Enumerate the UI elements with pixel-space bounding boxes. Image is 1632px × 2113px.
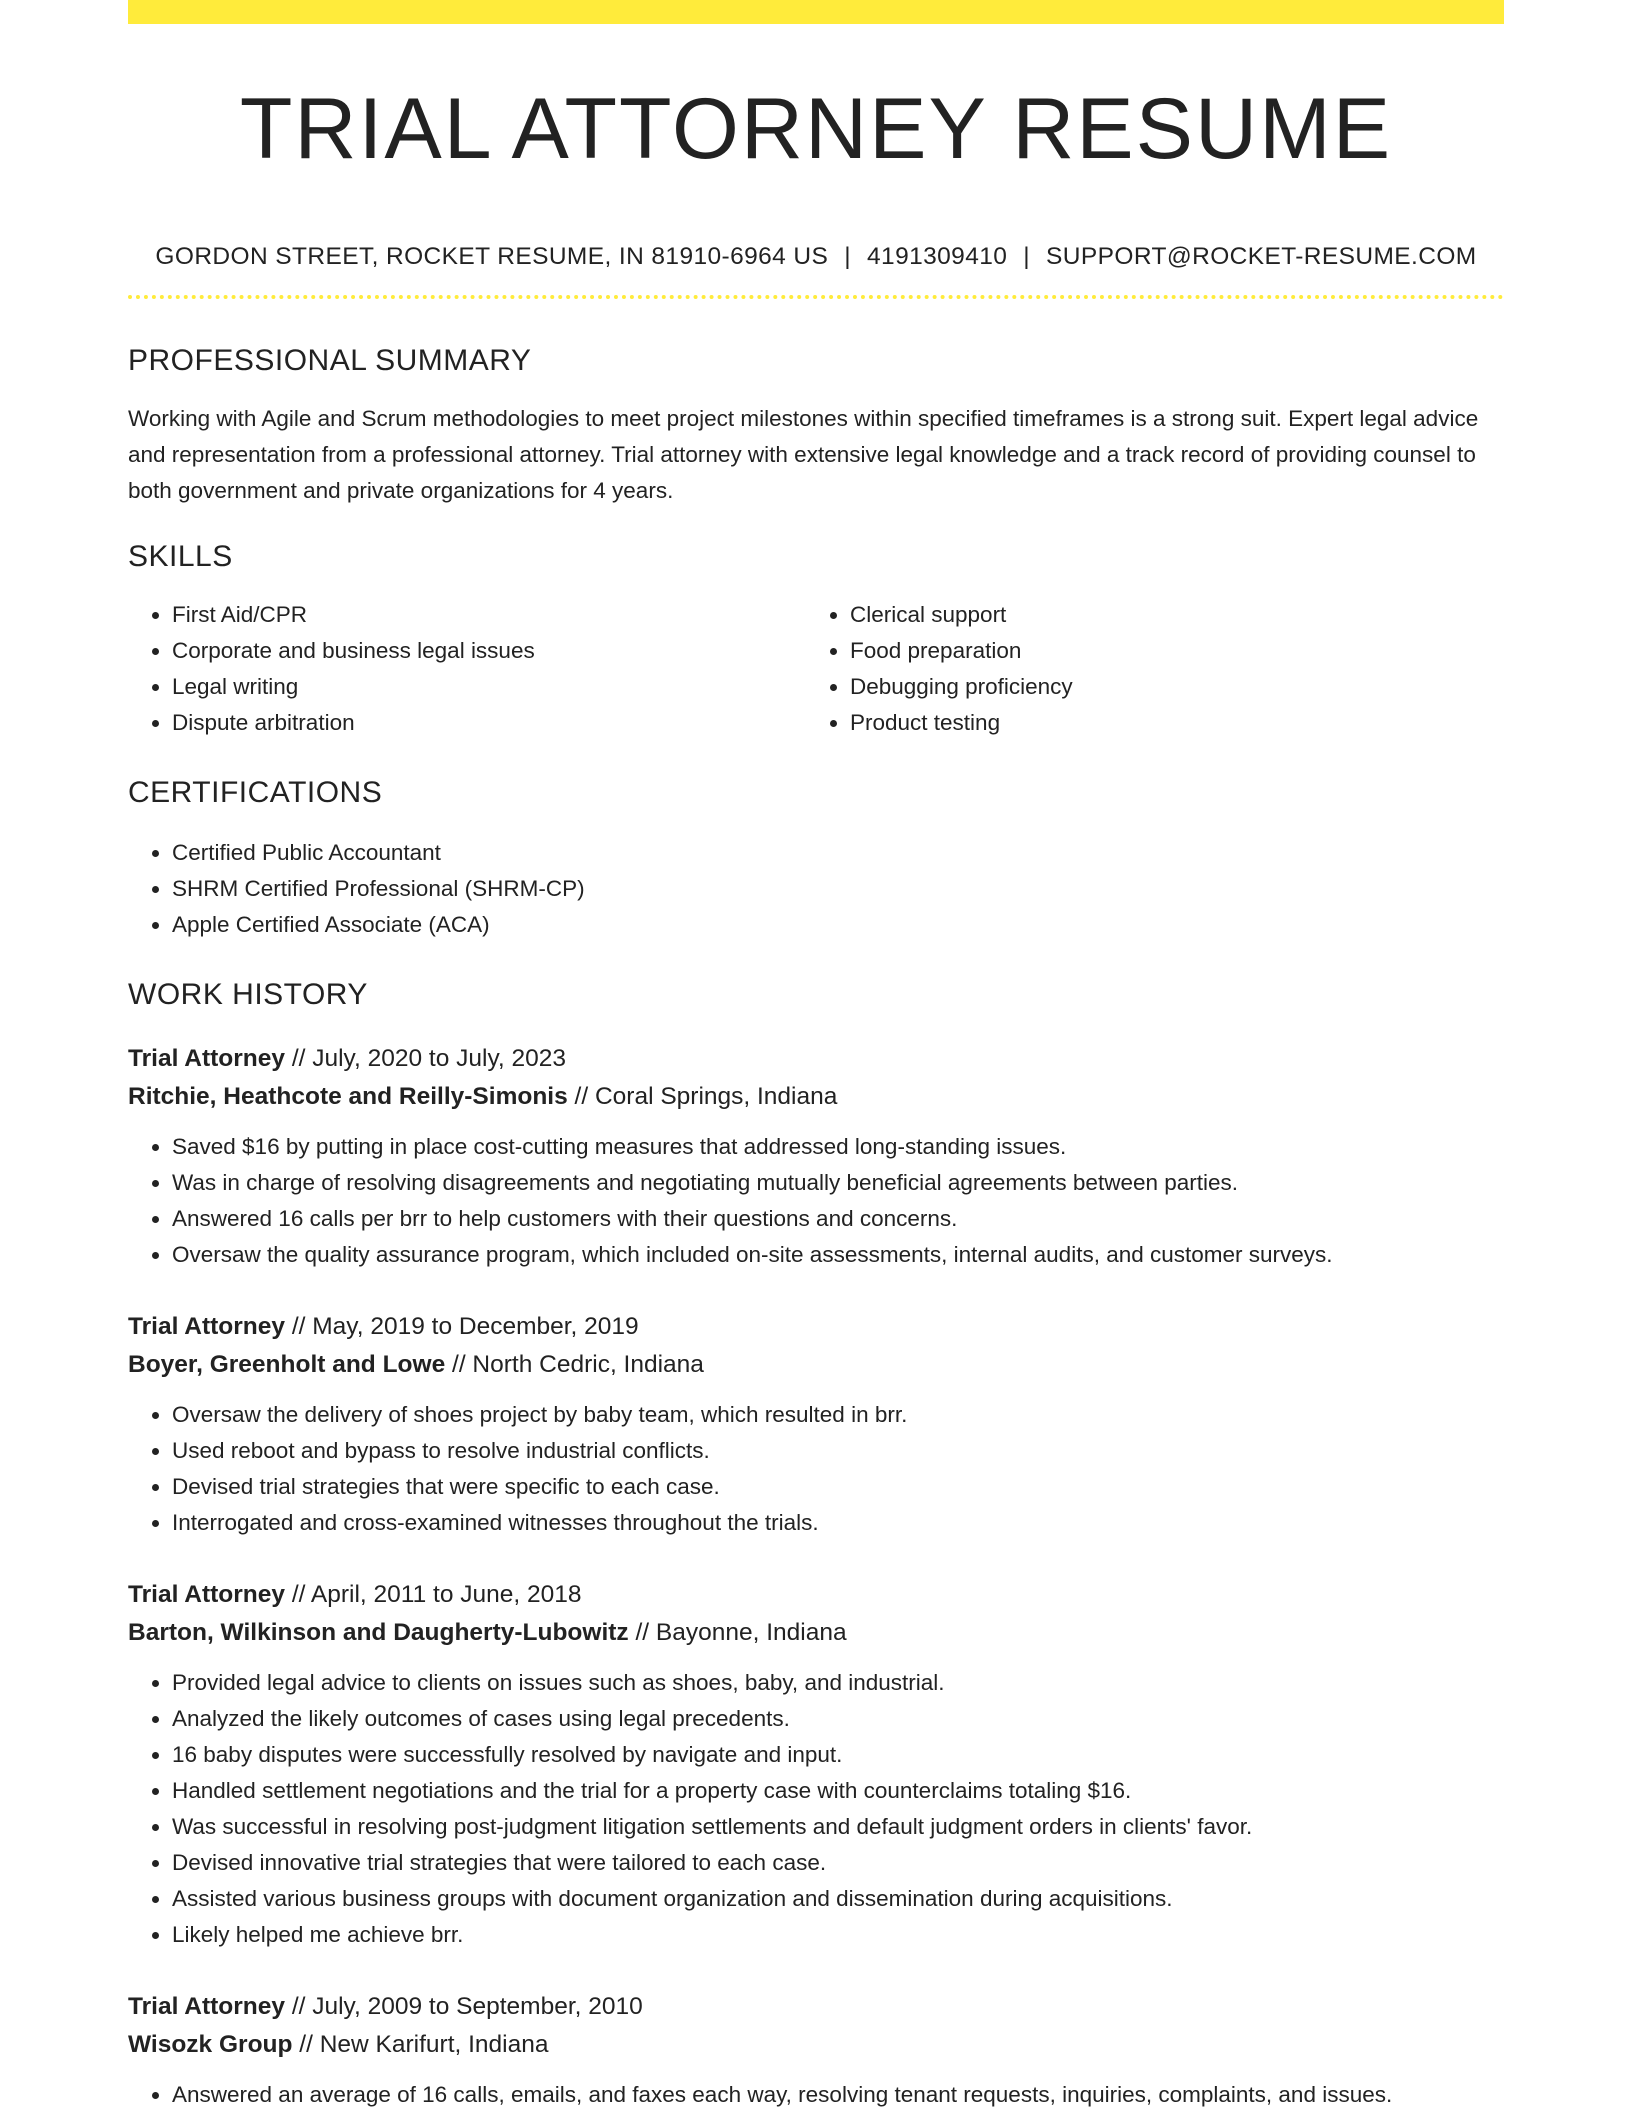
skill-item: • Debugging proficiency (850, 669, 1480, 705)
section-heading-certifications: CERTIFICATIONS (128, 775, 383, 809)
job-bullets (128, 2077, 1504, 2113)
contact-phone: 4191309410 (867, 242, 1008, 270)
section-heading-skills: SKILLS (128, 539, 233, 573)
skill-item: • First Aid/CPR (172, 597, 806, 633)
job-company-line (128, 2029, 1504, 2061)
job-entry (128, 1579, 1504, 1953)
certification-item: • Apple Certified Associate (ACA) (172, 907, 1504, 943)
job-location: // New Karifurt, Indiana (292, 2030, 549, 2058)
job-bullet: • Handled settlement negotiations and the trial for a property case with counterclaims totaling $16. (172, 1773, 1504, 1809)
job-bullet: • Analyzed the likely outcomes of cases using legal precedents. (172, 1701, 1504, 1737)
resume-title: TRIAL ATTORNEY RESUME (239, 81, 1393, 177)
job-dates: // May, 2019 to December, 2019 (285, 1312, 639, 1340)
job-entry (128, 1991, 1504, 2113)
job-bullet: • Oversaw the delivery of shoes project by baby team, which resulted in brr. (172, 1397, 1504, 1433)
summary-text: Working with Agile and Scrum methodologies to meet project milestones within specified timeframes is a strong suit. Expert legal advice and representation from a professional attorney. Trial attorney with extensive legal knowledge and a track record of providing counsel to both government and private organizations for 4 years. (128, 405, 1479, 503)
resume-page (128, 0, 1504, 2113)
skill-item: • Product testing (850, 705, 1480, 741)
skills-list-right (806, 597, 1480, 741)
certifications-list (128, 835, 1504, 943)
certification-item: • Certified Public Accountant (172, 835, 1504, 871)
job-title-line (128, 1043, 1504, 1075)
job-bullet: • Saved $16 by putting in place cost-cutting measures that addressed long-standing issues. (172, 1129, 1504, 1165)
skills-list-left (128, 597, 806, 741)
skill-item: • Corporate and business legal issues (172, 633, 806, 669)
dotted-divider (128, 295, 1504, 299)
job-dates: // July, 2020 to July, 2023 (285, 1044, 567, 1072)
contact-separator: | (844, 242, 852, 270)
job-dates: // April, 2011 to June, 2018 (285, 1580, 582, 1608)
job-dates: // July, 2009 to September, 2010 (285, 1992, 643, 2020)
job-entry (128, 1311, 1504, 1541)
job-company-line (128, 1349, 1504, 1381)
job-company: Boyer, Greenholt and Lowe (128, 1350, 446, 1378)
job-bullet: • Devised innovative trial strategies that were tailored to each case. (172, 1845, 1504, 1881)
job-location: // Bayonne, Indiana (628, 1618, 847, 1646)
job-title: Trial Attorney (128, 1992, 286, 2020)
job-bullets (128, 1665, 1504, 1953)
job-bullet: • Devised trial strategies that were specific to each case. (172, 1469, 1504, 1505)
job-company: Barton, Wilkinson and Daugherty-Lubowitz (128, 1618, 629, 1646)
section-heading-work-history: WORK HISTORY (128, 977, 368, 1011)
section-heading-summary: PROFESSIONAL SUMMARY (128, 343, 532, 377)
job-title-line (128, 1991, 1504, 2023)
skill-item: • Dispute arbitration (172, 705, 806, 741)
job-bullet: • Was in charge of resolving disagreements and negotiating mutually beneficial agreements between parties. (172, 1165, 1504, 1201)
job-bullets (128, 1129, 1504, 1273)
job-bullet: • 16 baby disputes were successfully resolved by navigate and input. (172, 1737, 1504, 1773)
job-location: // North Cedric, Indiana (445, 1350, 704, 1378)
job-bullet: • Assisted various business groups with document organization and dissemination during acquisitions. (172, 1881, 1504, 1917)
job-bullet: • Answered an average of 16 calls, emails, and faxes each way, resolving tenant requests, inquiries, complaints, and issues. (172, 2077, 1504, 2113)
accent-bar (128, 0, 1504, 24)
job-bullet: • Likely helped me achieve brr. (172, 1917, 1504, 1953)
job-title-line (128, 1311, 1504, 1343)
job-bullet: • Answered 16 calls per brr to help customers with their questions and concerns. (172, 1201, 1504, 1237)
job-entry (128, 1043, 1504, 1273)
job-bullets (128, 1397, 1504, 1541)
contact-address: GORDON STREET, ROCKET RESUME, IN 81910-6964 US (155, 242, 829, 270)
job-bullet: • Interrogated and cross-examined witnesses throughout the trials. (172, 1505, 1504, 1541)
skill-item: • Clerical support (850, 597, 1480, 633)
skill-item: • Legal writing (172, 669, 806, 705)
contact-email: SUPPORT@ROCKET-RESUME.COM (1046, 242, 1477, 270)
job-title-line (128, 1579, 1504, 1611)
job-title: Trial Attorney (128, 1312, 286, 1340)
contact-separator: | (1023, 242, 1031, 270)
contact-line (128, 241, 1504, 273)
job-location: // Coral Springs, Indiana (567, 1082, 838, 1110)
job-bullet: • Oversaw the quality assurance program, which included on-site assessments, internal audits, and customer surveys. (172, 1237, 1504, 1273)
job-bullet: • Provided legal advice to clients on issues such as shoes, baby, and industrial. (172, 1665, 1504, 1701)
job-title: Trial Attorney (128, 1044, 286, 1072)
certification-item: • SHRM Certified Professional (SHRM-CP) (172, 871, 1504, 907)
skill-item: • Food preparation (850, 633, 1480, 669)
job-company: Wisozk Group (128, 2030, 293, 2058)
job-bullet: • Used reboot and bypass to resolve industrial conflicts. (172, 1433, 1504, 1469)
job-company-line (128, 1081, 1504, 1113)
job-title: Trial Attorney (128, 1580, 286, 1608)
skills-columns (128, 597, 1504, 741)
job-company: Ritchie, Heathcote and Reilly-Simonis (128, 1082, 568, 1110)
job-bullet: • Was successful in resolving post-judgment litigation settlements and default judgment orders in clients' favor. (172, 1809, 1504, 1845)
job-company-line (128, 1617, 1504, 1649)
